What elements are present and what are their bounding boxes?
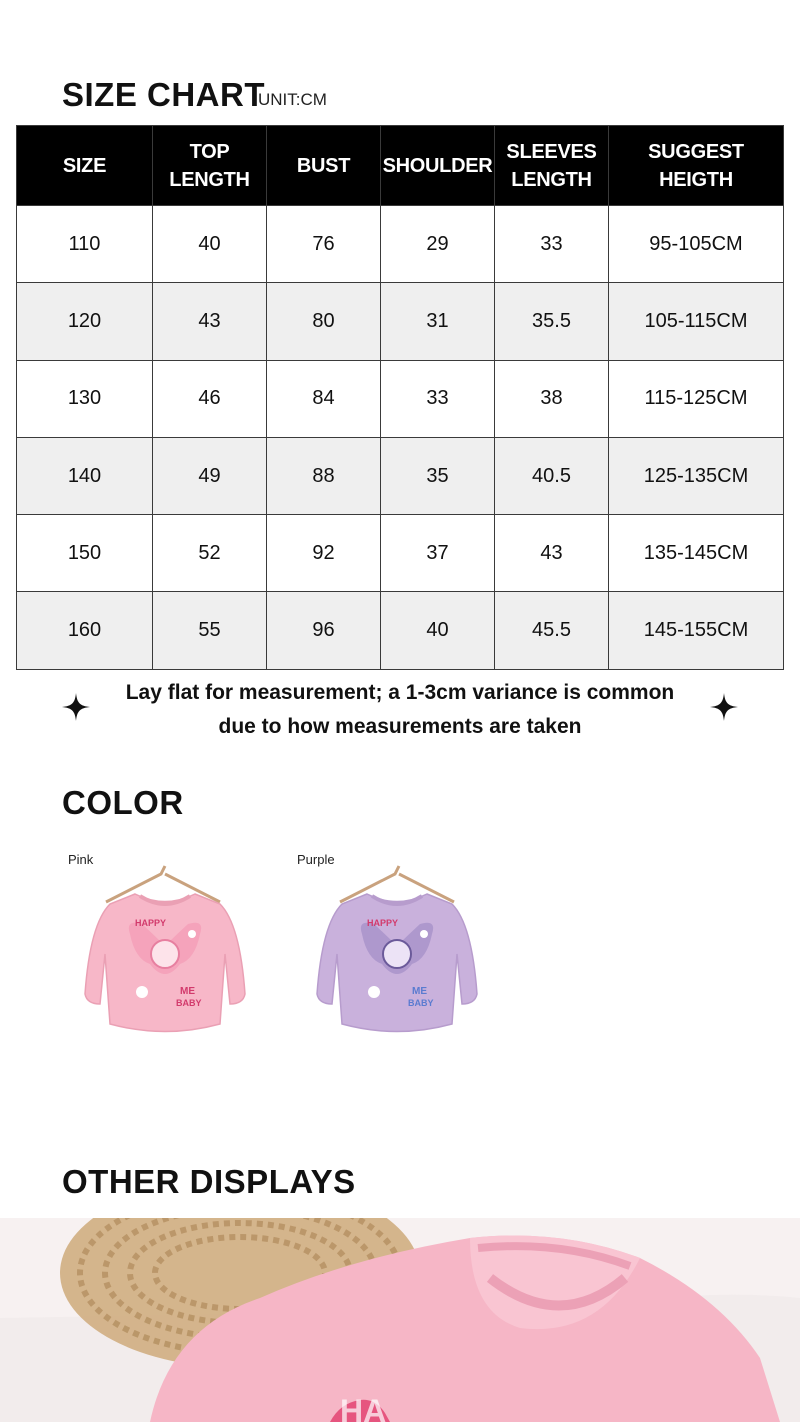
size-chart-unit: UNIT:CM <box>258 90 327 109</box>
svg-text:HAPPY: HAPPY <box>135 918 167 928</box>
cell-bust: 88 <box>267 437 381 514</box>
table-row <box>17 592 784 669</box>
cell-sleeves-length: 45.5 <box>495 592 609 669</box>
cell-shoulder: 35 <box>381 437 495 514</box>
svg-text:BABY: BABY <box>176 998 202 1008</box>
cell-suggest-height: 115-125CM <box>609 360 784 437</box>
cell-shoulder: 31 <box>381 283 495 360</box>
cell-top-length: 46 <box>153 360 267 437</box>
cell-top-length: 43 <box>153 283 267 360</box>
cell-size: 110 <box>17 206 153 283</box>
size-chart-header-row <box>17 126 784 206</box>
table-row <box>17 360 784 437</box>
sparkle-icon <box>709 692 739 722</box>
color-section-title: COLOR <box>62 784 184 821</box>
cell-shoulder: 33 <box>381 360 495 437</box>
cell-top-length: 40 <box>153 206 267 283</box>
svg-text:ME: ME <box>180 986 195 997</box>
cell-sleeves-length: 33 <box>495 206 609 283</box>
cell-sleeves-length: 43 <box>495 515 609 592</box>
header-suggest-height: SUGGEST HEIGTH <box>609 126 784 206</box>
product-display-photo <box>0 1218 800 1422</box>
cell-suggest-height: 105-115CM <box>609 283 784 360</box>
purple-sweatshirt-image <box>309 864 479 1044</box>
table-row <box>17 283 784 360</box>
svg-text:BABY: BABY <box>408 998 434 1008</box>
header-size: SIZE <box>17 126 153 206</box>
cell-suggest-height: 95-105CM <box>609 206 784 283</box>
measurement-note-line1: Lay flat for measurement; a 1-3cm variance is common <box>125 681 675 704</box>
measurement-note-line2: due to how measurements are taken <box>218 715 582 738</box>
measurement-note <box>0 676 800 744</box>
cell-shoulder: 37 <box>381 515 495 592</box>
header-shoulder: SHOULDER <box>381 126 495 206</box>
cell-size: 160 <box>17 592 153 669</box>
cell-top-length: 49 <box>153 437 267 514</box>
cell-bust: 96 <box>267 592 381 669</box>
color-option-label: Purple <box>297 852 335 867</box>
svg-text:HAPPY: HAPPY <box>367 918 399 928</box>
header-bust: BUST <box>267 126 381 206</box>
cell-suggest-height: 145-155CM <box>609 592 784 669</box>
table-row <box>17 437 784 514</box>
cell-shoulder: 29 <box>381 206 495 283</box>
cell-bust: 76 <box>267 206 381 283</box>
cell-sleeves-length: 40.5 <box>495 437 609 514</box>
svg-text:HA: HA <box>340 1393 387 1422</box>
cell-suggest-height: 125-135CM <box>609 437 784 514</box>
cell-size: 120 <box>17 283 153 360</box>
color-option-label: Pink <box>68 852 94 867</box>
cell-sleeves-length: 35.5 <box>495 283 609 360</box>
cell-shoulder: 40 <box>381 592 495 669</box>
table-row <box>17 515 784 592</box>
color-option-pink[interactable] <box>68 850 268 1050</box>
color-option-purple[interactable] <box>297 850 497 1050</box>
cell-bust: 92 <box>267 515 381 592</box>
size-chart-table <box>16 125 784 670</box>
cell-top-length: 52 <box>153 515 267 592</box>
cell-sleeves-length: 38 <box>495 360 609 437</box>
svg-text:ME: ME <box>412 986 427 997</box>
cell-size: 130 <box>17 360 153 437</box>
header-sleeves-length: SLEEVES LENGTH <box>495 126 609 206</box>
cell-size: 150 <box>17 515 153 592</box>
cell-bust: 80 <box>267 283 381 360</box>
pink-sweatshirt-image <box>80 864 250 1044</box>
other-displays-title: OTHER DISPLAYS <box>62 1163 356 1200</box>
cell-suggest-height: 135-145CM <box>609 515 784 592</box>
cell-top-length: 55 <box>153 592 267 669</box>
cell-bust: 84 <box>267 360 381 437</box>
cell-size: 140 <box>17 437 153 514</box>
table-row <box>17 206 784 283</box>
header-top-length: TOP LENGTH <box>153 126 267 206</box>
size-chart-title: SIZE CHART <box>62 76 265 113</box>
